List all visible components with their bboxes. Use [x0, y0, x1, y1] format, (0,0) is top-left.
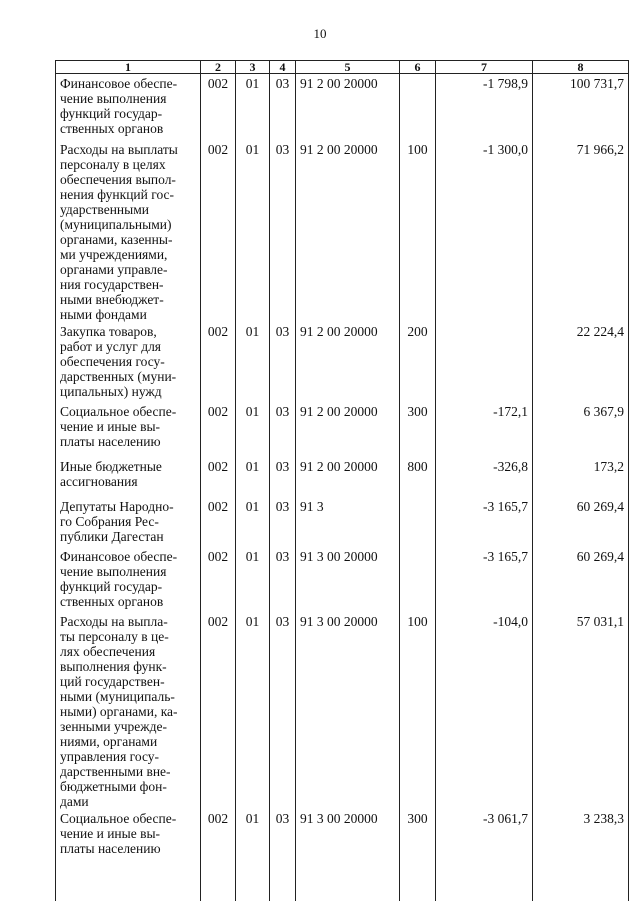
column-header: 3 [236, 61, 270, 74]
cell-col7: -326,8 [436, 457, 533, 497]
cell-col7: -1 798,9 [436, 74, 533, 140]
table-row [56, 809, 629, 901]
cell-col3: 01 [236, 547, 270, 612]
cell-col8: 6 367,9 [533, 402, 629, 457]
table-row [56, 322, 629, 402]
cell-col4: 03 [270, 322, 296, 402]
cell-col3: 01 [236, 809, 270, 901]
cell-col7: -3 061,7 [436, 809, 533, 901]
cell-col2: 002 [201, 547, 236, 612]
cell-col6 [400, 74, 436, 140]
column-header: 2 [201, 61, 236, 74]
cell-col4: 03 [270, 140, 296, 322]
row-name: Расходы на выпла- ты персоналу в це- лях обеспечения выполнения функ- ций государствен- ными (муниципаль- ными) органами, ка- зенными учрежде- ниями, органами управления госу- дарственными вне- бюджетными фон- дами [56, 612, 201, 809]
cell-col4: 03 [270, 497, 296, 547]
table-row [56, 547, 629, 612]
cell-col7: -3 165,7 [436, 547, 533, 612]
cell-col5: 91 3 00 20000 [296, 809, 400, 901]
row-name: Расходы на выплаты персоналу в целях обеспечения выпол- нения функций гос- ударственными (муниципальными) органами, казенны- ми учреждениями, органами управле- ния государствен- ными внебюджет- ными фондами [56, 140, 201, 322]
column-header: 7 [436, 61, 533, 74]
cell-col8: 100 731,7 [533, 74, 629, 140]
header-row [56, 61, 629, 74]
cell-col5: 91 3 00 20000 [296, 547, 400, 612]
table-row [56, 612, 629, 809]
table-row [56, 402, 629, 457]
cell-col2: 002 [201, 140, 236, 322]
cell-col3: 01 [236, 497, 270, 547]
cell-col6 [400, 497, 436, 547]
cell-col2: 002 [201, 457, 236, 497]
cell-col5: 91 2 00 20000 [296, 457, 400, 497]
cell-col3: 01 [236, 402, 270, 457]
cell-col4: 03 [270, 74, 296, 140]
cell-col3: 01 [236, 74, 270, 140]
cell-col2: 002 [201, 497, 236, 547]
row-name: Социальное обеспе- чение и иные вы- платы населению [56, 809, 201, 901]
column-header: 5 [296, 61, 400, 74]
cell-col2: 002 [201, 322, 236, 402]
cell-col6: 800 [400, 457, 436, 497]
cell-col5: 91 2 00 20000 [296, 74, 400, 140]
budget-table [55, 60, 629, 901]
cell-col8: 57 031,1 [533, 612, 629, 809]
cell-col5: 91 2 00 20000 [296, 402, 400, 457]
cell-col4: 03 [270, 402, 296, 457]
cell-col6: 100 [400, 612, 436, 809]
cell-col5: 91 2 00 20000 [296, 322, 400, 402]
cell-col2: 002 [201, 809, 236, 901]
cell-col6: 300 [400, 809, 436, 901]
cell-col8: 22 224,4 [533, 322, 629, 402]
column-header: 8 [533, 61, 629, 74]
cell-col3: 01 [236, 457, 270, 497]
cell-col8: 173,2 [533, 457, 629, 497]
row-name: Финансовое обеспе- чение выполнения функций государ- ственных органов [56, 74, 201, 140]
cell-col4: 03 [270, 457, 296, 497]
cell-col8: 3 238,3 [533, 809, 629, 901]
table-row [56, 457, 629, 497]
cell-col3: 01 [236, 140, 270, 322]
cell-col6: 300 [400, 402, 436, 457]
cell-col6 [400, 547, 436, 612]
row-name: Финансовое обеспе- чение выполнения функций государ- ственных органов [56, 547, 201, 612]
cell-col7: -104,0 [436, 612, 533, 809]
table-row [56, 74, 629, 140]
table-row [56, 497, 629, 547]
cell-col5: 91 2 00 20000 [296, 140, 400, 322]
cell-col4: 03 [270, 612, 296, 809]
cell-col3: 01 [236, 612, 270, 809]
cell-col8: 60 269,4 [533, 497, 629, 547]
row-name: Депутаты Народно- го Собрания Рес- публики Дагестан [56, 497, 201, 547]
cell-col5: 91 3 00 20000 [296, 612, 400, 809]
table-row [56, 140, 629, 322]
row-name: Иные бюджетные ассигнования [56, 457, 201, 497]
page-number: 10 [313, 26, 327, 41]
cell-col2: 002 [201, 612, 236, 809]
column-header: 4 [270, 61, 296, 74]
cell-col7: -172,1 [436, 402, 533, 457]
cell-col6: 200 [400, 322, 436, 402]
cell-col6: 100 [400, 140, 436, 322]
cell-col8: 60 269,4 [533, 547, 629, 612]
cell-col8: 71 966,2 [533, 140, 629, 322]
cell-col7: -3 165,7 [436, 497, 533, 547]
cell-col4: 03 [270, 809, 296, 901]
cell-col7 [436, 322, 533, 402]
cell-col4: 03 [270, 547, 296, 612]
cell-col5: 91 3 [296, 497, 400, 547]
column-header: 1 [56, 61, 201, 74]
row-name: Закупка товаров, работ и услуг для обеспечения госу- дарственных (муни- ципальных) нужд [56, 322, 201, 402]
cell-col3: 01 [236, 322, 270, 402]
column-header: 6 [400, 61, 436, 74]
cell-col2: 002 [201, 402, 236, 457]
cell-col2: 002 [201, 74, 236, 140]
cell-col7: -1 300,0 [436, 140, 533, 322]
row-name: Социальное обеспе- чение и иные вы- платы населению [56, 402, 201, 457]
